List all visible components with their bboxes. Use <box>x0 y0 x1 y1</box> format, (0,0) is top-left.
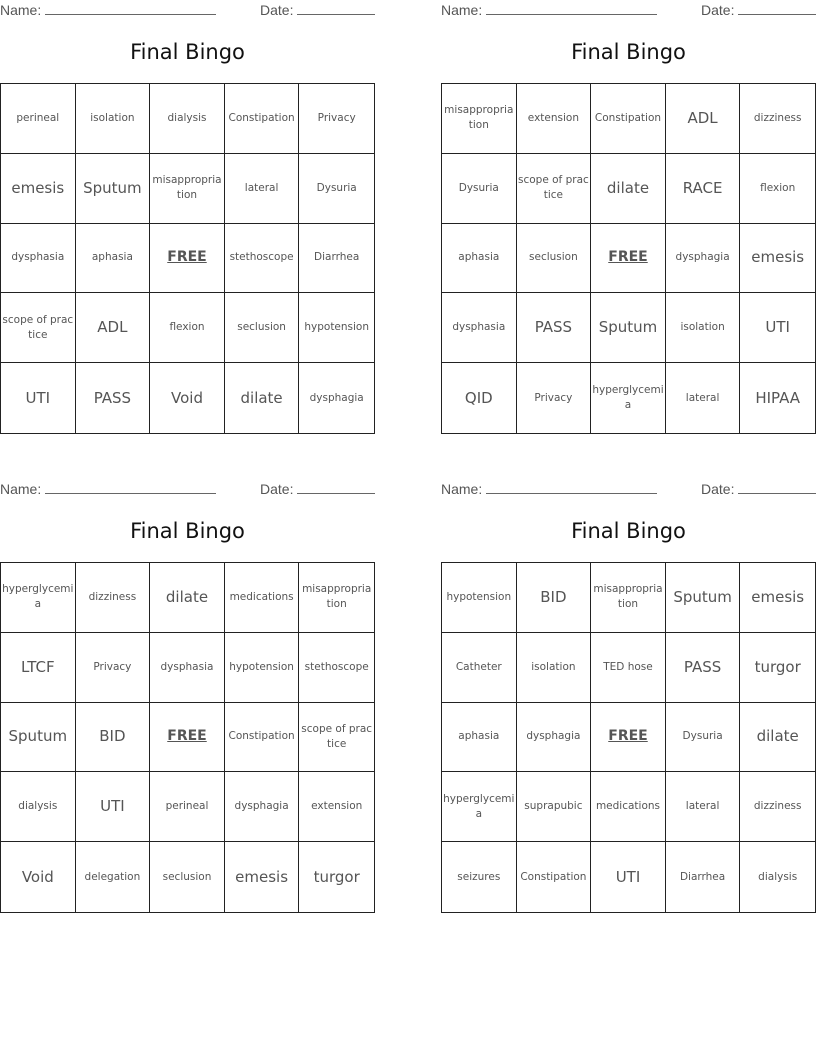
bingo-cell: PASS <box>517 293 592 363</box>
bingo-cell: dysphasia <box>150 633 225 703</box>
bingo-cell: hyperglycemia <box>1 563 76 633</box>
bingo-cell: seclusion <box>225 293 300 363</box>
bingo-cell: UTI <box>740 293 815 363</box>
bingo-cell: Void <box>150 363 225 433</box>
bingo-cell: misappropriation <box>150 154 225 224</box>
bingo-cell: stethoscope <box>225 224 300 294</box>
bingo-cell: HIPAA <box>755 388 801 407</box>
bingo-cell: misappropriation <box>442 84 517 154</box>
bingo-cell: flexion <box>740 154 815 224</box>
bingo-cell: Dysuria <box>442 154 517 224</box>
bingo-card-3 <box>0 479 375 912</box>
bingo-cell: emesis <box>740 563 815 633</box>
free-cell: FREE <box>150 703 225 773</box>
name-line <box>486 482 657 494</box>
bingo-cell: seclusion <box>517 224 592 294</box>
bingo-cell: dizziness <box>740 772 815 842</box>
bingo-cell: QID <box>442 363 517 433</box>
name-label: Name: <box>0 481 42 497</box>
bingo-cell: Constipation <box>591 84 666 154</box>
card-header <box>441 2 816 22</box>
bingo-cell: lateral <box>666 363 741 433</box>
bingo-cell: dysphagia <box>666 224 741 294</box>
bingo-grid <box>441 562 816 913</box>
bingo-cell: hypotension <box>299 293 374 363</box>
card-header <box>441 481 816 501</box>
date-field <box>701 2 816 18</box>
bingo-cell: misappropriation <box>299 563 374 633</box>
bingo-cell: Dysuria <box>299 154 374 224</box>
date-label: Date: <box>260 2 294 18</box>
bingo-cell: aphasia <box>76 224 151 294</box>
bingo-cell: isolation <box>517 633 592 703</box>
bingo-cell: Diarrhea <box>666 842 741 912</box>
bingo-cell: misappropriation <box>591 563 666 633</box>
bingo-cell: Sputum <box>1 703 76 773</box>
bingo-grid <box>0 83 375 434</box>
name-line <box>45 482 216 494</box>
date-line <box>738 3 816 15</box>
date-field <box>260 481 375 497</box>
card-title: Final Bingo <box>130 40 245 64</box>
name-line <box>45 3 216 15</box>
bingo-cell: dysphasia <box>442 293 517 363</box>
bingo-cell: perineal <box>1 84 76 154</box>
bingo-cell: UTI <box>1 363 76 433</box>
bingo-cell: lateral <box>666 772 741 842</box>
bingo-cell: emesis <box>225 842 300 912</box>
date-line <box>297 482 375 494</box>
bingo-cell: dilate <box>591 154 666 224</box>
free-cell: FREE <box>591 224 666 294</box>
name-label: Name: <box>0 2 42 18</box>
bingo-cell: isolation <box>666 293 741 363</box>
bingo-cell: Dysuria <box>666 703 741 773</box>
bingo-card-2 <box>441 0 816 433</box>
name-label: Name: <box>441 481 483 497</box>
free-cell: FREE <box>150 224 225 294</box>
bingo-cell: TED hose <box>591 633 666 703</box>
bingo-cell: extension <box>299 772 374 842</box>
bingo-cell: RACE <box>666 154 741 224</box>
bingo-cell: dysphagia <box>225 772 300 842</box>
bingo-cell: Constipation <box>225 703 300 773</box>
bingo-cell: ADL <box>666 84 741 154</box>
bingo-cell: dysphasia <box>1 224 76 294</box>
bingo-cell: turgor <box>313 867 360 886</box>
bingo-cell: UTI <box>76 772 151 842</box>
bingo-cell: PASS <box>666 633 741 703</box>
bingo-cell: Sputum <box>76 154 151 224</box>
bingo-cell: Void <box>1 842 76 912</box>
bingo-cell: medications <box>225 563 300 633</box>
bingo-cell: suprapubic <box>517 772 592 842</box>
bingo-cell: dizziness <box>76 563 151 633</box>
bingo-cell: turgor <box>740 633 815 703</box>
bingo-cell: PASS <box>76 363 151 433</box>
free-cell: FREE <box>591 703 666 773</box>
bingo-cell: Privacy <box>517 363 592 433</box>
bingo-cell: Privacy <box>299 84 374 154</box>
card-header <box>0 481 375 501</box>
bingo-cell: Constipation <box>517 842 592 912</box>
bingo-cell: hypotension <box>442 563 517 633</box>
bingo-card-4 <box>441 479 816 912</box>
bingo-cell: medications <box>591 772 666 842</box>
name-line <box>486 3 657 15</box>
bingo-cell: Constipation <box>225 84 300 154</box>
bingo-cell: dialysis <box>1 772 76 842</box>
bingo-cell: ADL <box>76 293 151 363</box>
bingo-cell: extension <box>517 84 592 154</box>
bingo-cell: dysphagia <box>309 391 364 404</box>
bingo-cell: dilate <box>150 563 225 633</box>
card-title: Final Bingo <box>130 519 245 543</box>
bingo-cell: delegation <box>76 842 151 912</box>
card-header <box>0 2 375 22</box>
date-line <box>297 3 375 15</box>
date-label: Date: <box>701 481 735 497</box>
bingo-cell: lateral <box>225 154 300 224</box>
bingo-cell: perineal <box>150 772 225 842</box>
date-line <box>738 482 816 494</box>
bingo-cell: hyperglycemia <box>591 363 666 433</box>
bingo-cell: dysphagia <box>517 703 592 773</box>
bingo-cell: scope of practice <box>517 154 592 224</box>
bingo-cell: isolation <box>76 84 151 154</box>
bingo-cell: dialysis <box>150 84 225 154</box>
bingo-cell: Catheter <box>442 633 517 703</box>
card-title: Final Bingo <box>571 519 686 543</box>
bingo-grid <box>441 83 816 434</box>
bingo-cell: emesis <box>1 154 76 224</box>
date-label: Date: <box>260 481 294 497</box>
bingo-grid <box>0 562 375 913</box>
bingo-cell: BID <box>517 563 592 633</box>
date-field <box>701 481 816 497</box>
bingo-cell: dilate <box>225 363 300 433</box>
bingo-cell: flexion <box>150 293 225 363</box>
bingo-cell: stethoscope <box>299 633 374 703</box>
bingo-cell: Privacy <box>76 633 151 703</box>
bingo-cell: aphasia <box>442 224 517 294</box>
bingo-cell: Diarrhea <box>299 224 374 294</box>
bingo-cell: emesis <box>740 224 815 294</box>
bingo-cell: LTCF <box>1 633 76 703</box>
bingo-cell: hypotension <box>225 633 300 703</box>
bingo-cell: dizziness <box>740 84 815 154</box>
name-field <box>0 2 216 18</box>
bingo-cell: scope of practice <box>1 293 76 363</box>
bingo-cell: Sputum <box>666 563 741 633</box>
bingo-cell: aphasia <box>442 703 517 773</box>
name-field <box>441 481 657 497</box>
bingo-cell: dilate <box>740 703 815 773</box>
bingo-cell: seclusion <box>150 842 225 912</box>
bingo-cell: Sputum <box>591 293 666 363</box>
date-field <box>260 2 375 18</box>
card-title: Final Bingo <box>571 40 686 64</box>
bingo-cell: scope of practice <box>299 703 374 773</box>
bingo-cell: dialysis <box>758 870 798 883</box>
bingo-cell: BID <box>76 703 151 773</box>
bingo-cell: hyperglycemia <box>442 772 517 842</box>
name-label: Name: <box>441 2 483 18</box>
bingo-cell: seizures <box>442 842 517 912</box>
bingo-card-1 <box>0 0 375 433</box>
date-label: Date: <box>701 2 735 18</box>
name-field <box>441 2 657 18</box>
name-field <box>0 481 216 497</box>
bingo-cell: UTI <box>591 842 666 912</box>
